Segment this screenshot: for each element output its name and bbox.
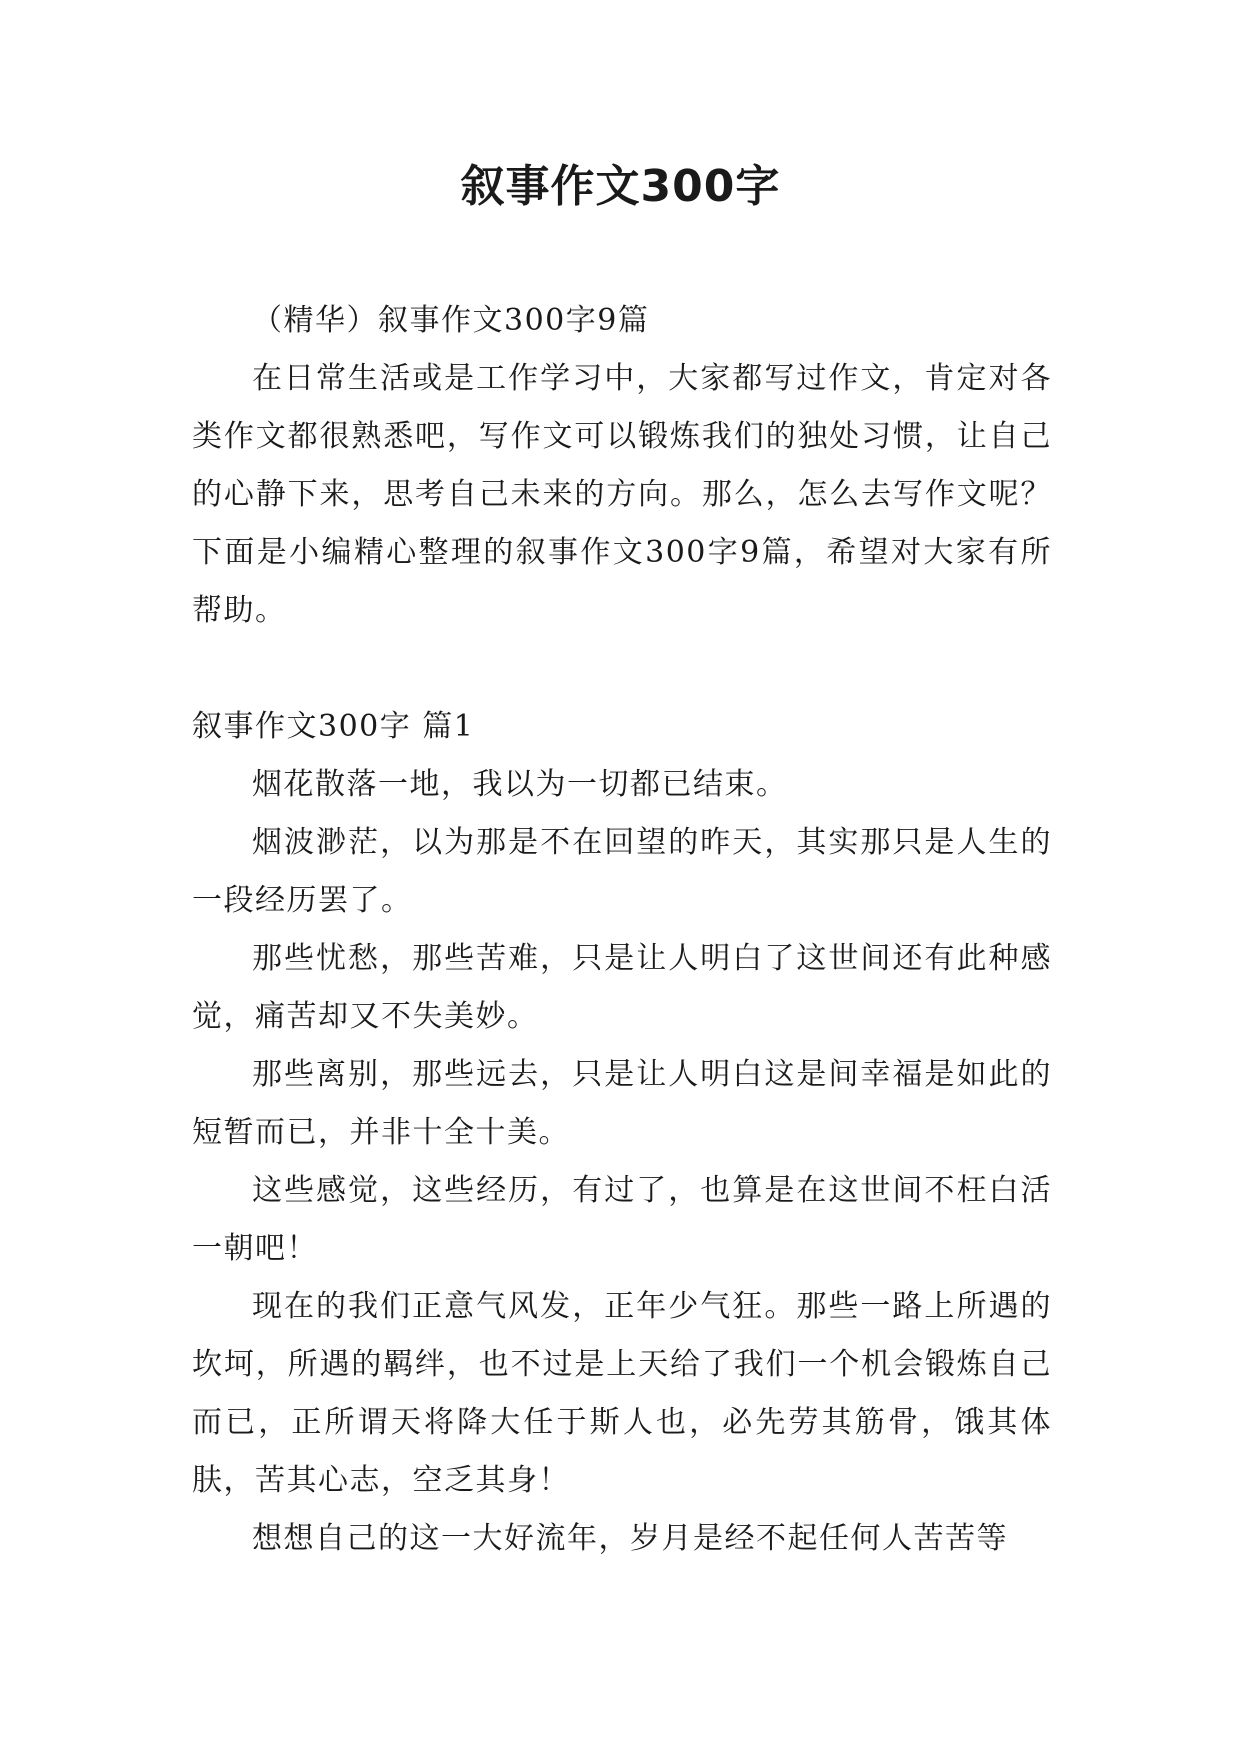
- document-body: [192, 292, 1052, 1568]
- paragraph: 想想自己的这一大好流年，岁月是经不起任何人苦苦等: [252, 1521, 1008, 1556]
- paragraph: 那些离别，那些远去，只是让人明白这是间幸福是如此的短暂而已，并非十全十美。: [192, 1057, 1052, 1150]
- section-heading: 叙事作文300字 篇1: [192, 709, 475, 744]
- paragraph: 烟波渺茫，以为那是不在回望的昨天，其实那只是人生的一段经历罢了。: [192, 825, 1052, 918]
- page-title: 叙事作文300字: [460, 161, 781, 212]
- paragraph: 这些感觉，这些经历，有过了，也算是在这世间不枉白活一朝吧！: [192, 1173, 1052, 1266]
- paragraph: 烟花散落一地，我以为一切都已结束。: [252, 767, 788, 802]
- paragraph: 现在的我们正意气风发，正年少气狂。那些一路上所遇的坎坷，所遇的羁绊，也不过是上天给了我们一个机会锻炼自己而已，正所谓天将降大任于斯人也，必先劳其筋骨，饿其体肤，苦其心志，空乏其身！: [192, 1289, 1052, 1498]
- paragraph: 那些忧愁，那些苦难，只是让人明白了这世间还有此种感觉，痛苦却又不失美妙。: [192, 941, 1052, 1034]
- intro-paragraph: 在日常生活或是工作学习中，大家都写过作文，肯定对各类作文都很熟悉吧，写作文可以锻炼我们的独处习惯，让自己的心静下来，思考自己未来的方向。那么，怎么去写作文呢？下面是小编精心整理的叙事作文300字9篇，希望对大家有所帮助。: [192, 361, 1052, 628]
- subtitle: （精华）叙事作文300字9篇: [252, 303, 650, 338]
